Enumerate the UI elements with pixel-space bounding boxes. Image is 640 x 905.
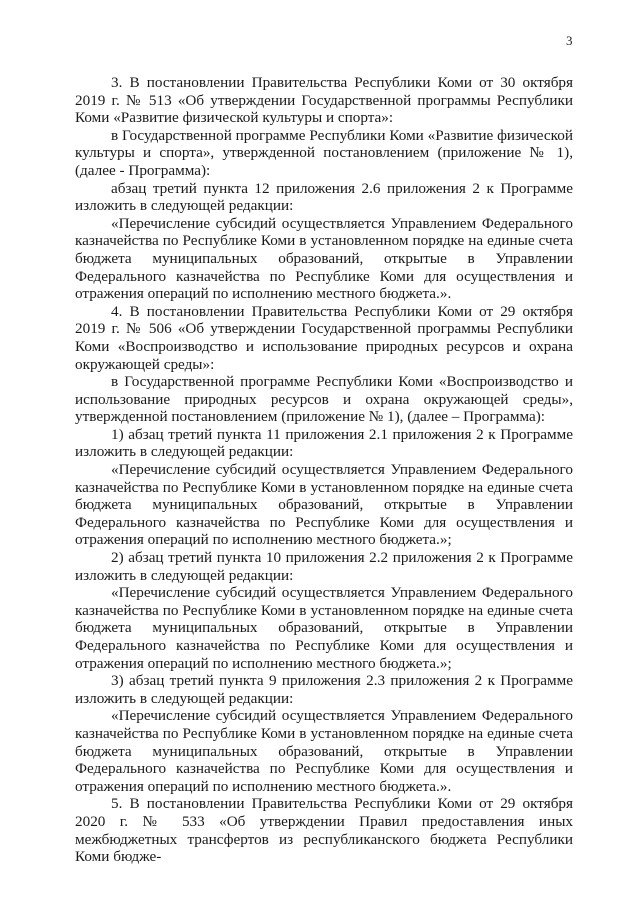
paragraph-quote-1: «Перечисление субсидий осуществляется Управлением Федерального казначейства по Республике Коми в установленном порядке на единые счета бюджета муниципальных образований, открытые в Управлении Федерального казначейства по Республике Коми для осуществления и отражения операций по исполнению местного бюджета.». [75, 214, 573, 303]
paragraph-quote-3: «Перечисление субсидий осуществляется Управлением Федерального казначейства по Республике Коми в установленном порядке на единые счета бюджета муниципальных образований, открытые в Управлении Федерального казначейства по Республике Коми для осуществления и отражения операций по исполнению местного бюджета.»; [75, 584, 573, 672]
page-number: 3 [566, 33, 573, 48]
paragraph-quote-2: «Перечисление субсидий осуществляется Управлением Федерального казначейства по Республике Коми в установленном порядке на единые счета бюджета муниципальных образований, открытые в Управлении Федерального казначейства по Республике Коми для осуществления и отражения операций по исполнению местного бюджета.»; [75, 461, 573, 549]
paragraph-program-nature: в Государственной программе Республики Коми «Воспроизводство и использование природных ресурсов и охрана окружающей среды», утвержденной постановлением (приложение № 1), (далее – Программа): [75, 373, 573, 426]
paragraph-amendment-2-3: 3) абзац третий пункта 9 приложения 2.3 приложения 2 к Программе изложить в следующей редакции: [75, 672, 573, 707]
paragraph-program-sport: в Государственной программе Республики Коми «Развитие физической культуры и спорта», утвержденной постановлением (приложение № 1), (далее - Программа): [75, 126, 573, 179]
document-body [75, 74, 573, 866]
paragraph-amendment-2-1: 1) абзац третий пункта 11 приложения 2.1 приложения 2 к Программе изложить в следующей редакции: [75, 425, 573, 461]
paragraph-amendment-2-2: 2) абзац третий пункта 10 приложения 2.2 приложения 2 к Программе изложить в следующей редакции: [75, 549, 573, 584]
paragraph-item-5-intro: 5. В постановлении Правительства Республики Коми от 29 октября 2020 г. № 533 «Об утверждении Правил предоставления иных межбюджетных трансфертов из республиканского бюджета Республики Коми бюдже- [75, 795, 573, 866]
paragraph-amendment-2-6: абзац третий пункта 12 приложения 2.6 приложения 2 к Программе изложить в следующей редакции: [75, 179, 573, 215]
paragraph-quote-4: «Перечисление субсидий осуществляется Управлением Федерального казначейства по Республике Коми в установленном порядке на единые счета бюджета муниципальных образований, открытые в Управлении Федерального казначейства по Республике Коми для осуществления и отражения операций по исполнению местного бюджета.». [75, 707, 573, 795]
paragraph-item-4-intro: 4. В постановлении Правительства Республики Коми от 29 октября 2019 г. № 506 «Об утверждении Государственной программы Республики Коми «Воспроизводство и использование природных ресурсов и охрана окружающей среды»: [75, 302, 573, 373]
paragraph-item-3-intro: 3. В постановлении Правительства Республики Коми от 30 октября 2019 г. № 513 «Об утверждении Государственной программы Республики Коми «Развитие физической культуры и спорта»: [75, 74, 573, 127]
